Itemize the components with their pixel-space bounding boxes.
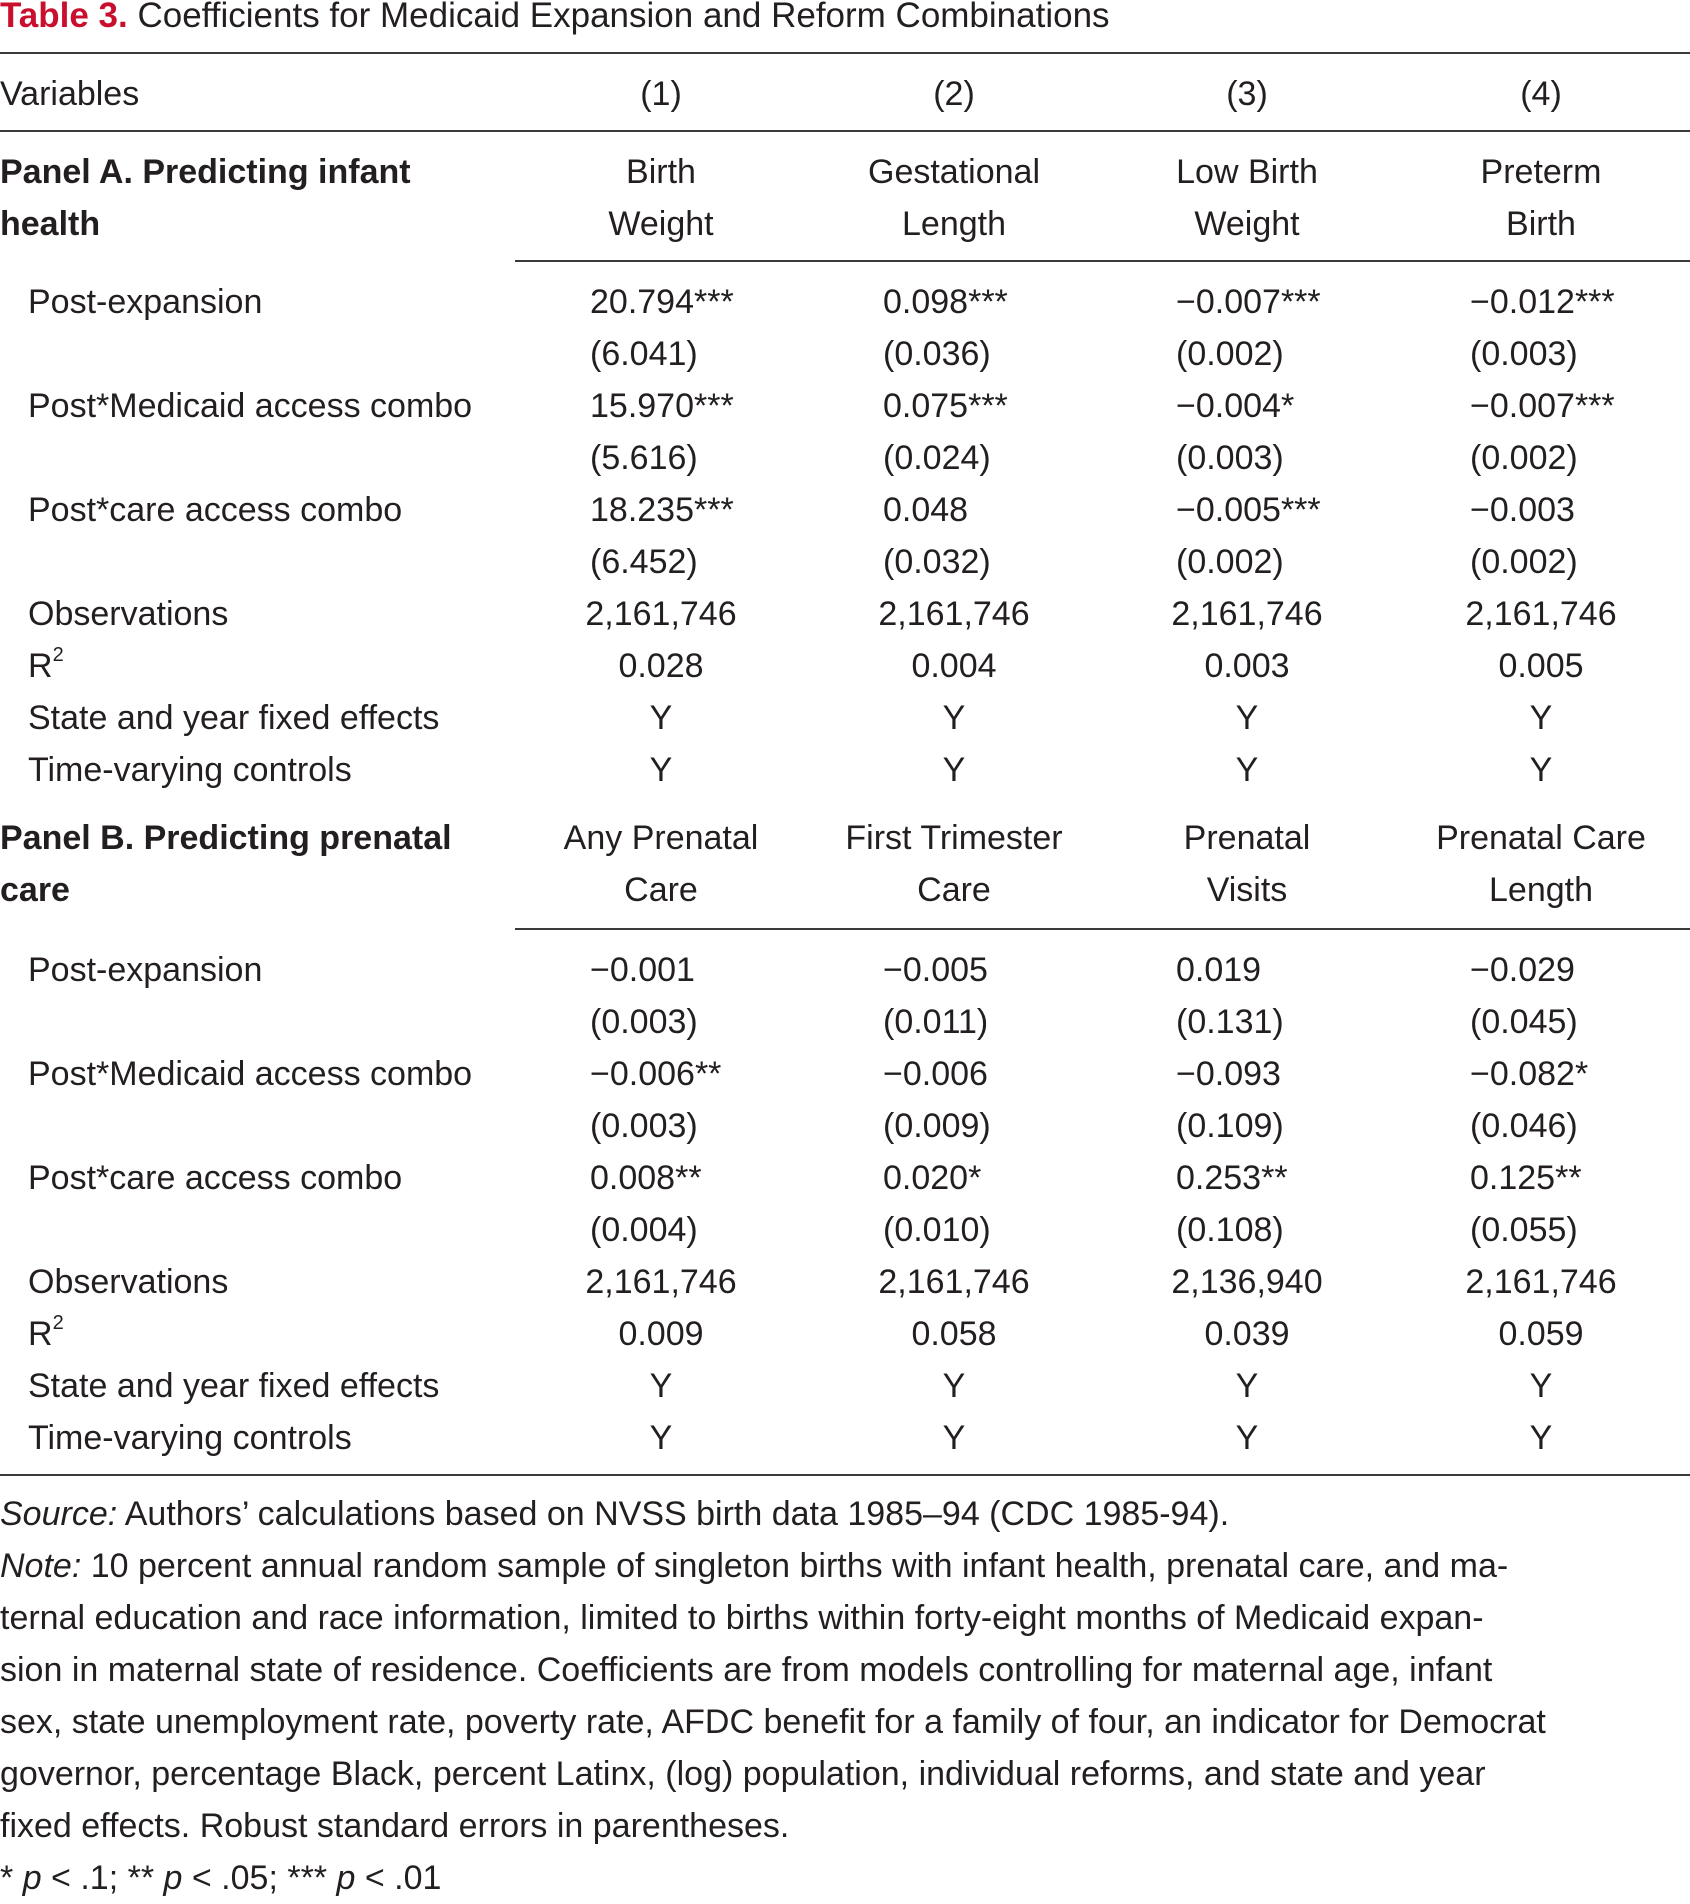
panel-a-r2: 0.003: [1204, 647, 1290, 685]
panel-b-observations-label: Observations: [28, 1263, 229, 1301]
panel-a-controls: Y: [1529, 751, 1553, 789]
panel-b-coef: −0.005: [883, 951, 988, 989]
panel-b-r2: 0.059: [1498, 1315, 1584, 1353]
table-number: Table 3.: [0, 0, 128, 35]
panel-a-outcome-4-line2: Birth: [1506, 205, 1576, 243]
panel-b-coef: −0.093: [1176, 1055, 1281, 1093]
panel-a-observations: 2,161,746: [1171, 595, 1323, 633]
panel-b-observations: 2,161,746: [1465, 1263, 1617, 1301]
panel-a-fe-label: State and year fixed effects: [28, 699, 440, 737]
panel-b-se: (0.009): [883, 1107, 991, 1145]
note-label: Note:: [0, 1547, 82, 1585]
panel-a-outcome-3-line2: Weight: [1194, 205, 1300, 243]
r2-superscript: 2: [52, 1312, 64, 1334]
source-label: Source:: [0, 1495, 118, 1533]
panel-b-coef: 0.019: [1176, 951, 1262, 989]
panel-b-observations: 2,136,940: [1171, 1263, 1323, 1301]
panel-b-outcome-2-line2: Care: [917, 871, 991, 909]
panel-a-se: (0.003): [1176, 439, 1284, 477]
panel-b-se: (0.131): [1176, 1003, 1284, 1041]
panel-b-coef: −0.029: [1470, 951, 1575, 989]
panel-b-r2: 0.039: [1204, 1315, 1290, 1353]
panel-b-title-line2: care: [0, 871, 70, 909]
note-line: fixed effects. Robust standard errors in parentheses.: [0, 1807, 790, 1845]
panel-a-observations: 2,161,746: [1465, 595, 1617, 633]
panel-b-row-label: Post-expansion: [28, 951, 263, 989]
panel-b-coef: 0.125**: [1470, 1159, 1582, 1197]
panel-b-outcome-4-line1: Prenatal Care: [1436, 819, 1646, 857]
panel-a-row-label: Post*Medicaid access combo: [28, 387, 473, 425]
source-text: Authors’ calculations based on NVSS birth data 1985–94 (CDC 1985-94).: [117, 1495, 1230, 1533]
note-text: 10 percent annual random sample of singleton births with infant health, prenatal care, and ma-: [81, 1547, 1509, 1585]
panel-a-fe: Y: [1529, 699, 1553, 737]
panel-a-coef: −0.007***: [1176, 283, 1321, 321]
source-note: [0, 1488, 1690, 1540]
note-line: [0, 1540, 1690, 1592]
panel-a-coef: 0.098***: [883, 283, 1008, 321]
panel-a-outcome-2-line2: Length: [902, 205, 1006, 243]
panel-a-coef: 0.048: [883, 491, 969, 529]
panel-b-se: (0.010): [883, 1211, 991, 1249]
panel-a-fe: Y: [1235, 699, 1259, 737]
panel-b-controls: Y: [1529, 1419, 1553, 1457]
panel-a-controls: Y: [1235, 751, 1259, 789]
panel-b-row-label: Post*care access combo: [28, 1159, 403, 1197]
panel-a-se: (0.003): [1470, 335, 1578, 373]
panel-b-r2-label: [28, 1308, 64, 1360]
panel-b-outcome-2-line1: First Trimester: [845, 819, 1063, 857]
header-col-4: (4): [1520, 75, 1562, 113]
panel-a-r2-label: [28, 640, 64, 692]
panel-a-observations: 2,161,746: [585, 595, 737, 633]
header-rule: [0, 130, 1690, 132]
panel-a-se: (6.041): [590, 335, 698, 373]
panel-a-coef: −0.005***: [1176, 491, 1321, 529]
panel-b-controls: Y: [942, 1419, 966, 1457]
table-caption: Coefficients for Medicaid Expansion and Reform Combinations: [137, 0, 1110, 35]
panel-b-title-line1: Panel B. Predicting prenatal: [0, 819, 452, 857]
panel-a-fe: Y: [649, 699, 673, 737]
note-line: sex, state unemployment rate, poverty rate, AFDC benefit for a family of four, an indicator for Democrat: [0, 1703, 1546, 1741]
panel-b-r2: 0.009: [618, 1315, 704, 1353]
panel-b-se: (0.109): [1176, 1107, 1284, 1145]
panel-a-outcome-2-line1: Gestational: [868, 153, 1040, 191]
bottom-rule: [0, 1474, 1690, 1476]
note-line: ternal education and race information, limited to births within forty-eight months of Medicaid expan-: [0, 1599, 1484, 1637]
top-rule: [0, 52, 1690, 54]
panel-a-outcome-4-line1: Preterm: [1480, 153, 1602, 191]
panel-a-outcome-1-line2: Weight: [608, 205, 714, 243]
panel-a-title-line2: health: [0, 205, 101, 243]
panel-a-controls: Y: [942, 751, 966, 789]
panel-b-fe: Y: [942, 1367, 966, 1405]
panel-a-r2: 0.004: [911, 647, 997, 685]
panel-b-controls: Y: [649, 1419, 673, 1457]
panel-a-outcome-1-line1: Birth: [626, 153, 696, 191]
sig-text: < .1; **: [41, 1859, 164, 1897]
panel-a-outcome-3-line1: Low Birth: [1176, 153, 1318, 191]
sig-text: < .01: [355, 1859, 442, 1897]
panel-b-observations: 2,161,746: [878, 1263, 1030, 1301]
panel-a-coef: −0.012***: [1470, 283, 1615, 321]
panel-a-controls-label: Time-varying controls: [28, 751, 352, 789]
panel-a-se: (0.002): [1470, 439, 1578, 477]
sig-p: p: [22, 1859, 42, 1897]
sig-p: p: [163, 1859, 183, 1897]
panel-b-se: (0.003): [590, 1107, 698, 1145]
panel-b-se: (0.004): [590, 1211, 698, 1249]
panel-a-r2: 0.028: [618, 647, 704, 685]
panel-b-outcome-4-line2: Length: [1489, 871, 1593, 909]
panel-b-coef: 0.008**: [590, 1159, 702, 1197]
panel-b-se: (0.003): [590, 1003, 698, 1041]
panel-a-coef: −0.007***: [1470, 387, 1615, 425]
panel-b-outcome-3-line1: Prenatal: [1183, 819, 1311, 857]
panel-a-se: (0.032): [883, 543, 991, 581]
panel-a-se: (5.616): [590, 439, 698, 477]
panel-b-se: (0.011): [883, 1003, 989, 1041]
panel-b-subrule: [515, 928, 1690, 930]
panel-a-se: (6.452): [590, 543, 698, 581]
sig-p: p: [336, 1859, 356, 1897]
note-line: governor, percentage Black, percent Latinx, (log) population, individual reforms, and state and year: [0, 1755, 1486, 1793]
panel-b-coef: 0.020*: [883, 1159, 982, 1197]
panel-a-coef: −0.003: [1470, 491, 1575, 529]
panel-b-coef: −0.006**: [590, 1055, 722, 1093]
panel-b-outcome-3-line2: Visits: [1206, 871, 1288, 909]
panel-a-se: (0.002): [1470, 543, 1578, 581]
header-col-2: (2): [933, 75, 975, 113]
panel-b-se: (0.046): [1470, 1107, 1578, 1145]
panel-a-se: (0.036): [883, 335, 991, 373]
r2-superscript: 2: [52, 644, 64, 666]
panel-b-se: (0.055): [1470, 1211, 1578, 1249]
panel-b-fe: Y: [1529, 1367, 1553, 1405]
panel-b-se: (0.108): [1176, 1211, 1284, 1249]
panel-a-coef: 20.794***: [590, 283, 734, 321]
panel-b-coef: 0.253**: [1176, 1159, 1288, 1197]
panel-b-fe-label: State and year fixed effects: [28, 1367, 440, 1405]
panel-b-row-label: Post*Medicaid access combo: [28, 1055, 473, 1093]
header-col-1: (1): [640, 75, 682, 113]
panel-a-se: (0.024): [883, 439, 991, 477]
panel-b-outcome-1-line2: Care: [624, 871, 698, 909]
panel-a-coef: 18.235***: [590, 491, 734, 529]
panel-a-se: (0.002): [1176, 335, 1284, 373]
panel-a-r2: 0.005: [1498, 647, 1584, 685]
panel-a-controls: Y: [649, 751, 673, 789]
panel-a-row-label: Post-expansion: [28, 283, 263, 321]
sig-text: < .05; ***: [182, 1859, 337, 1897]
panel-a-row-label: Post*care access combo: [28, 491, 403, 529]
panel-a-subrule: [515, 260, 1690, 262]
panel-b-se: (0.045): [1470, 1003, 1578, 1041]
panel-b-r2: 0.058: [911, 1315, 997, 1353]
panel-a-fe: Y: [942, 699, 966, 737]
panel-a-coef: −0.004*: [1176, 387, 1295, 425]
header-variables: Variables: [0, 75, 140, 113]
panel-b-coef: −0.082*: [1470, 1055, 1589, 1093]
panel-a-observations-label: Observations: [28, 595, 229, 633]
panel-b-coef: −0.006: [883, 1055, 988, 1093]
header-col-3: (3): [1226, 75, 1268, 113]
panel-b-fe: Y: [649, 1367, 673, 1405]
note-line: sion in maternal state of residence. Coefficients are from models controlling for maternal age, infant: [0, 1651, 1493, 1689]
panel-a-coef: 0.075***: [883, 387, 1008, 425]
panel-b-observations: 2,161,746: [585, 1263, 737, 1301]
table-title: [0, 0, 1110, 38]
panel-b-fe: Y: [1235, 1367, 1259, 1405]
panel-a-se: (0.002): [1176, 543, 1284, 581]
table-notes: [0, 1488, 1690, 1904]
r2-letter: R: [28, 647, 53, 685]
panel-b-outcome-1-line1: Any Prenatal: [563, 819, 759, 857]
panel-b-controls-label: Time-varying controls: [28, 1419, 352, 1457]
panel-b-controls: Y: [1235, 1419, 1259, 1457]
panel-a-title-line1: Panel A. Predicting infant: [0, 153, 411, 191]
sig-text: *: [0, 1859, 23, 1897]
panel-b-coef: −0.001: [590, 951, 695, 989]
panel-a-observations: 2,161,746: [878, 595, 1030, 633]
significance-note: [0, 1852, 1690, 1904]
r2-letter: R: [28, 1315, 53, 1353]
panel-a-coef: 15.970***: [590, 387, 734, 425]
